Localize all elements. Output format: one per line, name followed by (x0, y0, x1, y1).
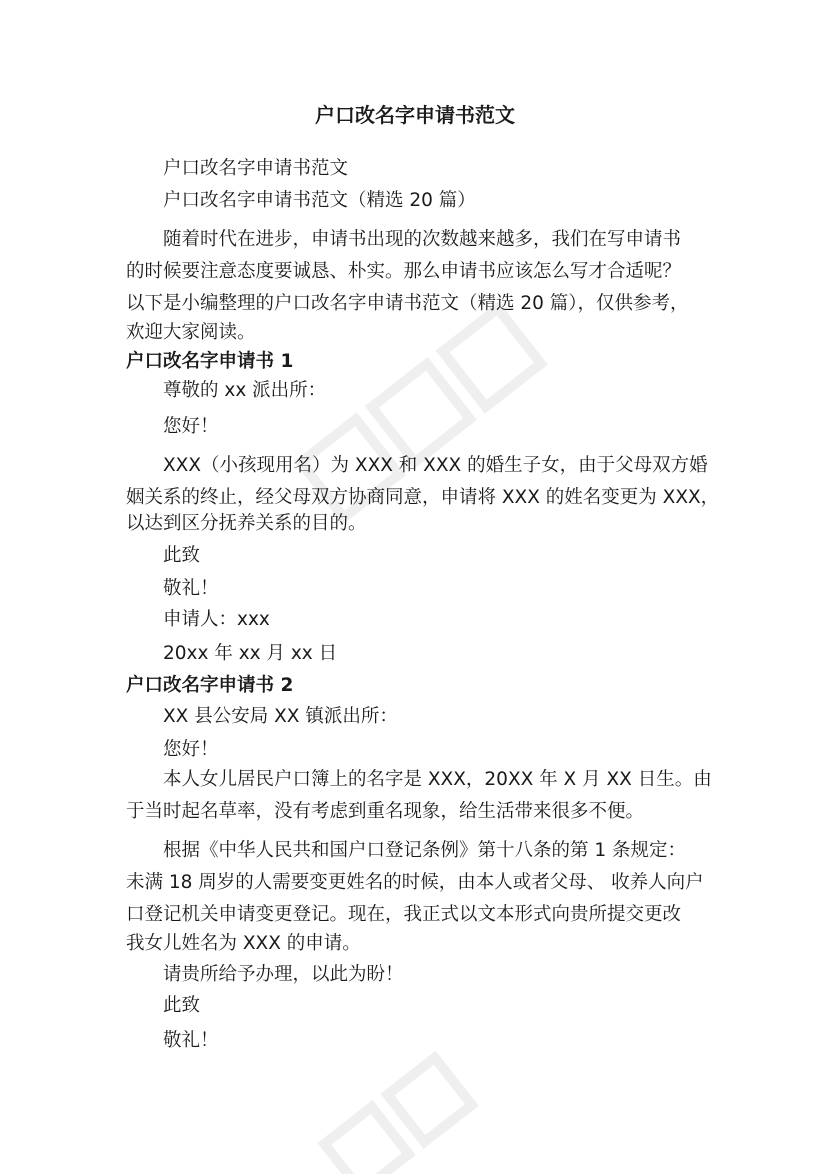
section-2-closing-1: 此致 (163, 995, 201, 1016)
intro-line-4: 欢迎大家阅读。 (126, 322, 256, 343)
section-1-closing-2: 敬礼！ (163, 578, 219, 599)
section-2-para-1-line-1: 本人女儿居民户口簿上的名字是 XXX，20XX 年 X 月 XX 日生。由 (163, 769, 712, 790)
section-2-closing-2: 敬礼！ (163, 1030, 219, 1051)
section-1-body-line-3: 以达到区分抚养关系的目的。 (126, 513, 367, 534)
section-1-date: 20xx 年 xx 月 xx 日 (163, 643, 338, 664)
intro-line-3: 以下是小编整理的户口改名字申请书范文（精选 20 篇），仅供参考， (126, 293, 689, 314)
section-1-closing-1: 此致 (163, 545, 201, 566)
section-1-body-line-1: XXX（小孩现用名）为 XXX 和 XXX 的婚生子女，由于父母双方婚 (163, 455, 708, 476)
section-2-para-2-line-3: 口登记机关申请变更登记。现在，我正式以文本形式向贵所提交更改 (126, 904, 682, 925)
section-2-greeting: 您好！ (163, 739, 219, 760)
document-title: 户口改名字申请书范文 (315, 103, 515, 127)
section-2-heading: 户口改名字申请书 2 (126, 675, 294, 696)
section-2-para-2-line-4: 我女儿姓名为 XXX 的申请。 (126, 933, 361, 954)
section-2-para-1-line-2: 于当时起名草率，没有考虑到重名现象，给生活带来很多不便。 (126, 801, 645, 822)
section-1-body-line-2: 姻关系的终止，经父母双方协商同意，申请将 XXX 的姓名变更为 XXX， (126, 487, 720, 508)
section-2-para-2-line-1: 根据《中华人民共和国户口登记条例》第十八条的第 1 条规定： (163, 840, 687, 861)
section-2-salutation: XX 县公安局 XX 镇派出所： (163, 706, 398, 727)
intro-line-1: 随着时代在进步，申请书出现的次数越来越多，我们在写申请书 (163, 229, 682, 250)
subtitle-line-2: 户口改名字申请书范文（精选 20 篇） (163, 190, 476, 211)
section-1-applicant: 申请人：xxx (163, 609, 270, 630)
intro-line-2: 的时候要注意态度要诚恳、朴实。那么申请书应该怎么写才合适呢？ (126, 261, 682, 282)
section-1-salutation: 尊敬的 xx 派出所： (163, 380, 327, 401)
section-1-heading: 户口改名字申请书 1 (126, 351, 294, 372)
section-2-request: 请贵所给予办理，以此为盼！ (163, 964, 404, 985)
subtitle-line-1: 户口改名字申请书范文 (163, 158, 349, 179)
section-2-para-2-line-2: 未满 18 周岁的人需要变更姓名的时候，由本人或者父母、 收养人向户 (126, 872, 704, 893)
section-1-greeting: 您好！ (163, 416, 219, 437)
